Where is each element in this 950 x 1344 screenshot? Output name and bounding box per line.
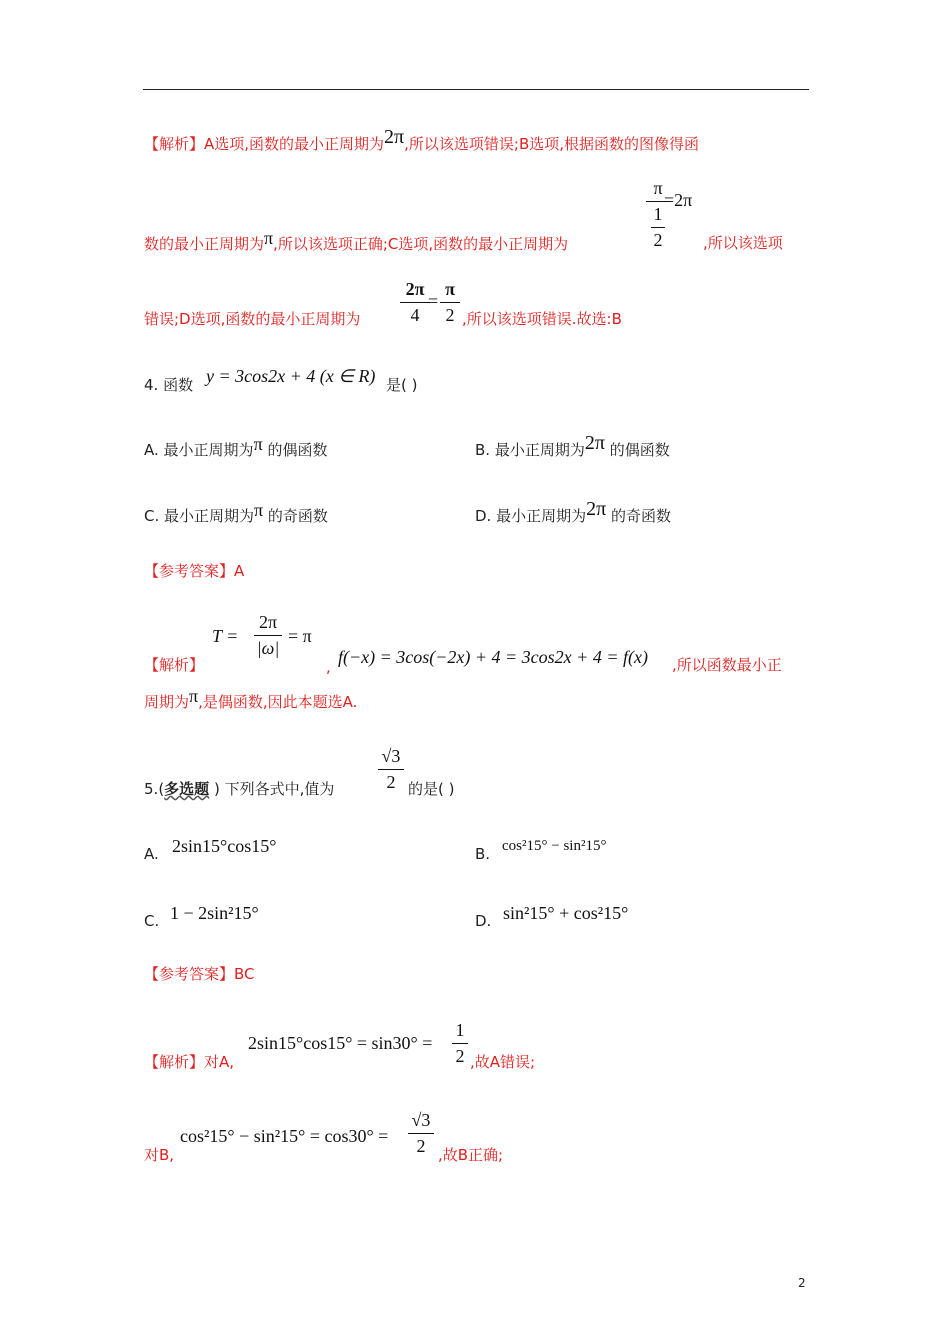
q4-t-formula-frac: 2π |ω| [254, 612, 282, 659]
q5-option-c-label[interactable]: C. [144, 912, 160, 930]
q5-option-b-label[interactable]: B. [475, 845, 491, 863]
q3-analysis-line1: 【解析】A选项,函数的最小正周期为2π,所以该选项错误;B选项,根据函数的图像得函 [144, 126, 700, 153]
q5-analysis-b: 对B, [144, 1146, 175, 1164]
header-rule [143, 89, 809, 90]
q4-answer: 【参考答案】A [144, 562, 245, 580]
q3-fraction-c: π 1 2 [646, 178, 670, 251]
q5-option-c: 1 − 2sin²15° [170, 903, 259, 923]
q4-f-formula: f(−x) = 3cos(−2x) + 4 = 3cos2x + 4 = f(x) [338, 647, 648, 667]
q5-option-a-label[interactable]: A. [144, 845, 159, 863]
q3-fraction-d1: 2π 4 [400, 279, 430, 326]
q5-option-d-label[interactable]: D. [475, 912, 492, 930]
page-number: 2 [798, 1276, 806, 1290]
q5-analysis-b-formula: cos²15° − sin²15° = cos30° = [180, 1126, 389, 1146]
q5-analysis-b-fraction: √3 2 [408, 1110, 434, 1157]
q4-analysis-line2: 周期为π,是偶函数,因此本题选A. [144, 686, 358, 711]
q4-t-formula-rhs: = π [288, 626, 312, 646]
q5-type-label: 多选题 [164, 780, 210, 798]
q5-stem: 5.(多选题 ) 下列各式中,值为 [144, 780, 335, 798]
q3-analysis-line2: 数的最小正周期为π,所以该选项正确;C选项,函数的最小正周期为 [144, 228, 569, 253]
q5-answer: 【参考答案】BC [144, 965, 255, 983]
q4-option-b[interactable]: B. 最小正周期为2π 的偶函数 [475, 432, 670, 459]
q3-fraction-d2: π 2 [440, 279, 460, 326]
q5-option-b: cos²15° − sin²15° [502, 838, 607, 854]
q5-option-d: sin²15° + cos²15° [503, 903, 629, 923]
q5-analysis-a-fraction: 1 2 [452, 1020, 468, 1067]
q5-analysis-a-formula: 2sin15°cos15° = sin30° = [248, 1033, 433, 1053]
q5-analysis-a: 【解析】对A, [144, 1053, 235, 1071]
q3-fraction-c-rhs: =2π [664, 190, 693, 210]
q4-option-a[interactable]: A. 最小正周期为π 的偶函数 [144, 434, 328, 459]
q4-formula: y = 3cos2x + 4 (x ∈ R) [206, 366, 376, 386]
q3-analysis-line2-tail: ,所以该选项 [703, 234, 783, 252]
q3-analysis-line3-tail: ,所以该选项错误.故选:B [462, 310, 622, 328]
q5-option-a: 2sin15°cos15° [172, 836, 277, 856]
q3-analysis-line3: 错误;D选项,函数的最小正周期为 [144, 310, 361, 328]
q5-stem-fraction: √3 2 [378, 746, 404, 793]
q4-option-d[interactable]: D. 最小正周期为2π 的奇函数 [475, 498, 672, 525]
analysis-tag: 【解析】 [144, 135, 205, 153]
q4-t-formula-lhs: T = [212, 626, 239, 646]
q4-stem: 4. 函数 [144, 376, 194, 394]
q4-analysis-line1: 【解析】 [144, 656, 205, 674]
q4-option-c[interactable]: C. 最小正周期为π 的奇函数 [144, 500, 328, 525]
